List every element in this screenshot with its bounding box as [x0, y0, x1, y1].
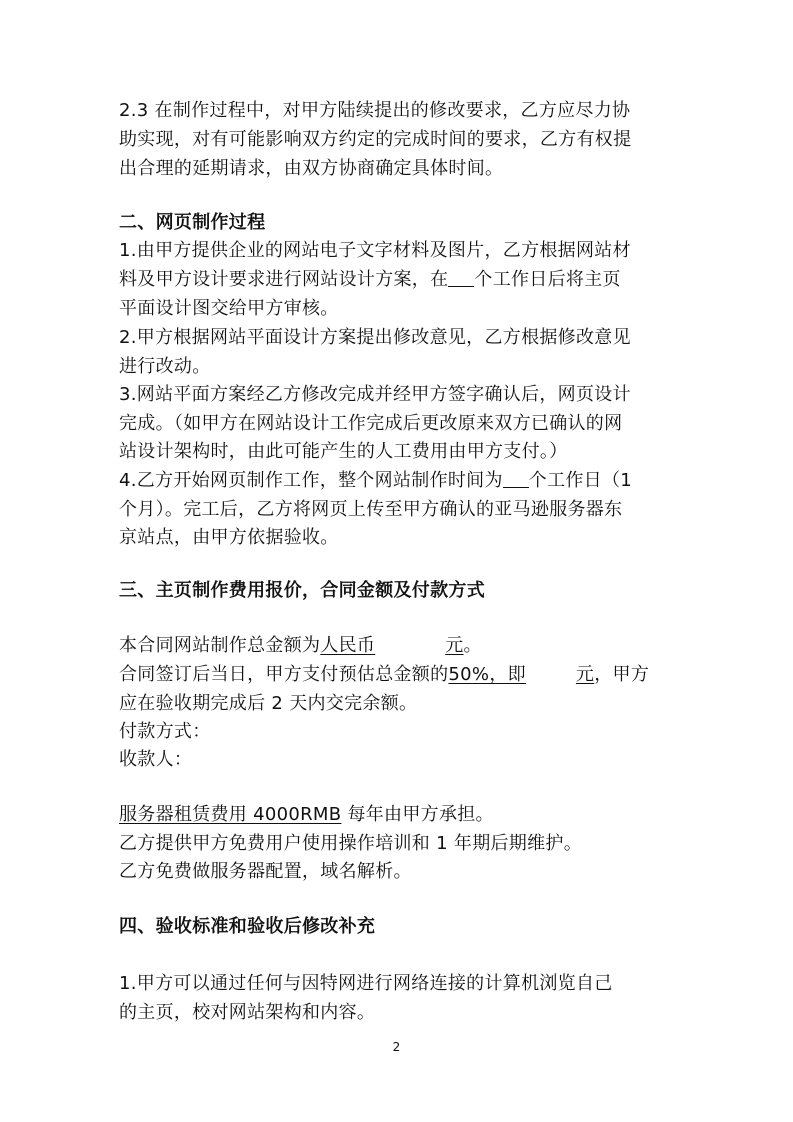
- days-blank: [448, 266, 474, 287]
- process-3-line-3: 站设计架构时，由此可能产生的人工费用由甲方支付。）: [119, 441, 568, 462]
- payee-label: 收款人：: [119, 749, 193, 770]
- training-line: 乙方提供甲方免费用户使用操作培训和 1 年期后期维护。: [119, 833, 582, 854]
- server-rent-underlined: 服务器租赁费用 4000RMB: [119, 804, 342, 825]
- server-rent-text: 每年由甲方承担。: [341, 804, 494, 825]
- process-4-line-3: 京站点，由甲方依据验收。: [119, 527, 339, 548]
- acceptance-1-line-1: 1.甲方可以通过任何与因特网进行网络连接的计算机浏览自己: [119, 973, 613, 994]
- payment-line-1: [119, 661, 649, 689]
- process-1-line-2: [119, 266, 621, 294]
- payment-line-2: 应在验收期完成后 2 天内交完余额。: [119, 693, 418, 714]
- process-4-text-b: 个工作日（1: [528, 470, 633, 491]
- payment-unit: 元: [575, 664, 595, 685]
- process-2-line-2: 进行改动。: [119, 356, 211, 377]
- total-text-a: 本合同网站制作总金额为: [119, 635, 321, 656]
- clause-2-3-line-1: 2.3 在制作过程中，对甲方陆续提出的修改要求，乙方应尽力协: [119, 100, 631, 121]
- config-line: 乙方免费做服务器配置，域名解析。: [119, 861, 412, 882]
- server-rent-line: [119, 801, 494, 829]
- process-2-line-1: 2.甲方根据网站平面设计方案提出修改意见，乙方根据修改意见: [119, 327, 631, 348]
- total-amount-line: [119, 632, 482, 660]
- clause-2-3-line-3: 出合理的延期请求，由双方协商确定具体时间。: [119, 158, 504, 179]
- process-4-line-1: [119, 467, 632, 495]
- process-3-line-2: 完成。（如甲方在网站设计工作完成后更改原来双方已确认的网: [119, 413, 623, 434]
- clause-2-3-line-2: 助实现，对有可能影响双方约定的完成时间的要求，乙方有权提: [119, 129, 632, 150]
- total-period: 。: [463, 635, 482, 656]
- process-1-line-1: 1.由甲方提供企业的网站电子文字材料及图片，乙方根据网站材: [119, 240, 631, 261]
- total-unit: 元: [445, 635, 464, 656]
- section-heading-2: 二、网页制作过程: [119, 212, 266, 233]
- workdays-blank: [503, 467, 529, 488]
- process-3-line-1: 3.网站平面方案经乙方修改完成并经甲方签字确认后，网页设计: [119, 384, 631, 405]
- process-1-text-a: 料及甲方设计要求进行网站设计方案，在: [119, 269, 449, 290]
- payment-text-a: 合同签订后当日，甲方支付预估总金额的: [119, 664, 449, 685]
- payment-method-label: 付款方式：: [119, 721, 211, 742]
- payment-percent: 50%，即: [448, 664, 526, 685]
- payment-text-d: ，甲方: [594, 664, 650, 685]
- total-currency: [320, 635, 463, 656]
- process-1-text-b: 个工作日后将主页: [474, 269, 621, 290]
- process-4-line-2: 个月）。完工后，乙方将网页上传至甲方确认的亚马逊服务器东: [119, 499, 623, 520]
- page-number: 2: [392, 1040, 401, 1054]
- process-1-line-3: 平面设计图交给甲方审核。: [119, 298, 339, 319]
- section-heading-3: 三、主页制作费用报价，合同金额及付款方式: [119, 580, 485, 601]
- payment-underlined: [448, 664, 594, 685]
- total-currency-label: 人民币: [320, 635, 376, 656]
- process-4-text-a: 4.乙方开始网页制作工作，整个网站制作时间为: [119, 470, 503, 491]
- section-heading-4: 四、验收标准和验收后修改补充: [119, 916, 376, 937]
- acceptance-1-line-2: 的主页，校对网站架构和内容。: [119, 1002, 376, 1023]
